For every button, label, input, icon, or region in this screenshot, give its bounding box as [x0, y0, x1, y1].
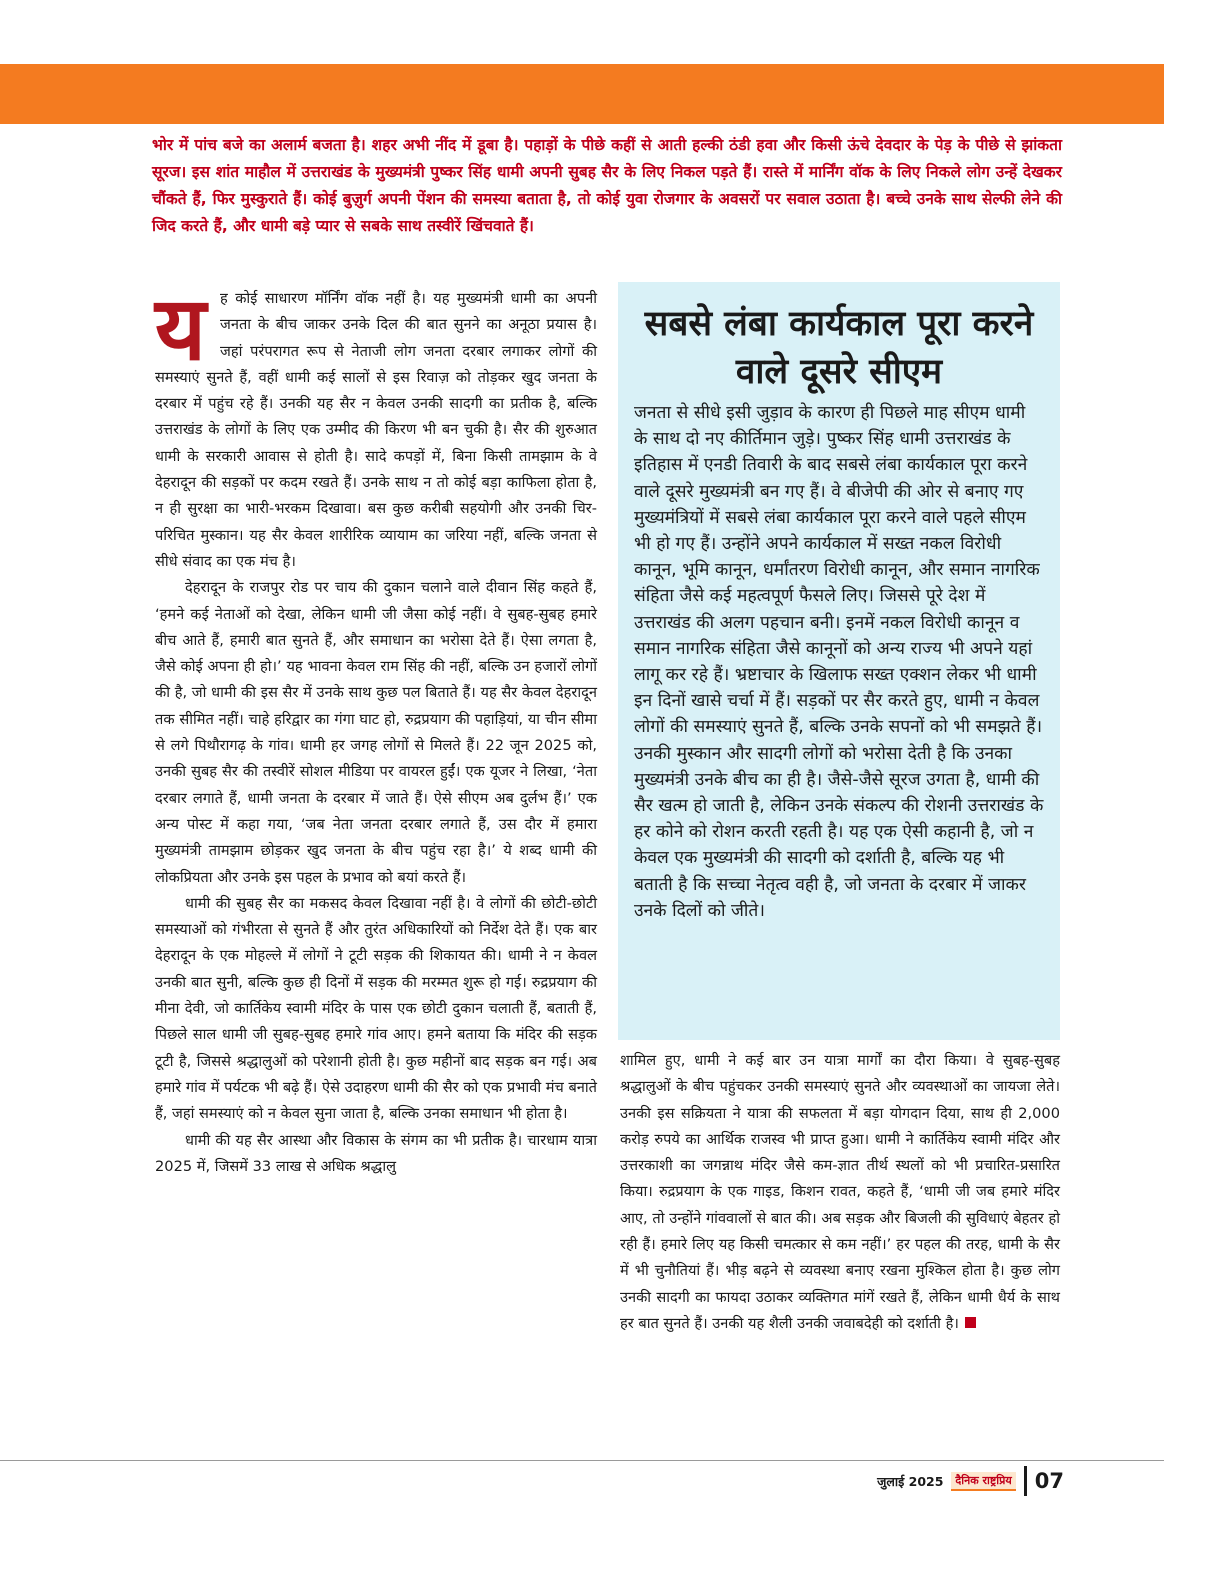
footer-date: जुलाई 2025 — [877, 1473, 944, 1489]
drop-cap: य — [155, 276, 207, 380]
page-footer — [820, 1464, 1064, 1498]
sidebar-box — [618, 282, 1060, 1040]
footer-divider — [0, 1460, 1164, 1461]
sidebar-title: सबसे लंबा कार्यकाल पूरा करने वाले दूसरे सीएम — [644, 304, 1034, 392]
article-right-column — [620, 1048, 1060, 1337]
article-paragraph: शामिल हुए, धामी ने कई बार उन यात्रा मार्गों का दौरा किया। वे सुबह-सुबह श्रद्धालुओं के बीच पहुंचकर उनकी समस्याएं सुनते और व्यवस्थाओं का जायजा लेते। उनकी इस सक्रियता ने यात्रा की सफलता में बड़ा योगदान दिया, साथ ही 2,000 करोड़ रुपये का आर्थिक राजस्व भी प्राप्त हुआ। धामी ने कार्तिकेय स्वामी मंदिर और उत्तरकाशी का जगन्नाथ मंदिर जैसे कम-ज्ञात तीर्थ स्थलों को भी प्रचारित-प्रसारित किया। रुद्रप्रयाग के एक गाइड, किशन रावत, कहते हैं, ‘धामी जी जब हमारे मंदिर आए, तो उन्होंने गांववालों से बात की। अब सड़क और बिजली की सुविधाएं बेहतर हो रही हैं। हमारे लिए यह किसी चमत्कार से कम नहीं।’ हर पहल की तरह, धामी के सैर में भी चुनौतियां हैं। भीड़ बढ़ने से व्यवस्था बनाए रखना मुश्किल होता है। कुछ लोग उनकी सादगी का फायदा उठाकर व्यक्तिगत मांगें रखते हैं, लेकिन धामी धैर्य के साथ हर बात सुनते हैं। उनकी यह शैली उनकी जवाबदेही को दर्शाती है। — [620, 1052, 1060, 1332]
article-paragraph: देहरादून के राजपुर रोड पर चाय की दुकान चलाने वाले दीवान सिंह कहते हैं, ‘हमने कई नेताओं को देखा, लेकिन धामी जी जैसा कोई नहीं। वे सुबह-सुबह हमारे बीच आते हैं, हमारी बात सुनते हैं, और समाधान का भरोसा देते हैं। ऐसा लगता है, जैसे कोई अपना ही हो।’ यह भावना केवल राम सिंह की नहीं, बल्कि उन हजारों लोगों की है, जो धामी की इस सैर में उनके साथ कुछ पल बिताते हैं। यह सैर केवल देहरादून तक सीमित नहीं। चाहे हरिद्वार का गंगा घाट हो, रुद्रप्रयाग की पहाड़ियां, या चीन सीमा से लगे पिथौरागढ़ के गांव। धामी हर जगह लोगों से मिलते हैं। 22 जून 2025 को, उनकी सुबह सैर की तस्वीरें सोशल मीडिया पर वायरल हुईं। एक यूजर ने लिखा, ‘नेता दरबार लगाते हैं, धामी जनता के दरबार में जाते हैं। ऐसे सीएम अब दुर्लभ हैं।’ एक अन्य पोस्ट में कहा गया, ‘जब नेता जनता दरबार लगाते हैं, उस दौर में हमारा मुख्यमंत्री तामझाम छोड़कर खुद जनता के बीच पहुंच रहा है।’ ये शब्द धामी की लोकप्रियता और उनके इस पहल के प्रभाव को बयां करते हैं। — [155, 579, 597, 886]
article-paragraph: धामी की यह सैर आस्था और विकास के संगम का भी प्रतीक है। चारधाम यात्रा 2025 में, जिसमें 33 लाख से अधिक श्रद्धालु — [155, 1131, 597, 1175]
end-mark-icon — [965, 1317, 976, 1328]
sidebar-body: जनता से सीधे इसी जुड़ाव के कारण ही पिछले माह सीएम धामी के साथ दो नए कीर्तिमान जुड़े। पुष्कर सिंह धामी उत्तराखंड के इतिहास में एनडी तिवारी के बाद सबसे लंबा कार्यकाल पूरा करने वाले दूसरे मुख्यमंत्री बन गए हैं। वे बीजेपी की ओर से बनाए गए मुख्यमंत्रियों में सबसे लंबा कार्यकाल पूरा करने वाले पहले सीएम भी हो गए हैं। उन्होंने अपने कार्यकाल में सख्त नकल विरोधी कानून, भूमि कानून, धर्मांतरण विरोधी कानून, और समान नागरिक संहिता जैसे कई महत्वपूर्ण फैसले लिए। जिससे पूरे देश में उत्तराखंड की अलग पहचान बनी। इनमें नकल विरोधी कानून व समान नागरिक संहिता जैसे कानूनों को अन्य राज्य भी अपने यहां लागू कर रहे हैं। भ्रष्टाचार के खिलाफ सख्त एक्शन लेकर भी धामी इन दिनों खासे चर्चा में हैं। सड़कों पर सैर करते हुए, धामी न केवल लोगों की समस्याएं सुनते हैं, बल्कि उनके सपनों को भी समझते हैं। उनकी मुस्कान और सादगी लोगों को भरोसा देती है कि उनका मुख्यमंत्री उनके बीच का ही है। जैसे-जैसे सूरज उगता है, धामी की सैर खत्म हो जाती है, लेकिन उनके संकल्प की रोशनी उत्तराखंड के हर कोने को रोशन करती रहती है। यह एक ऐसी कहानी है, जो न केवल एक मुख्यमंत्री की सादगी को दर्शाती है, बल्कि यह भी बताती है कि सच्चा नेतृत्व वही है, जो जनता के दरबार में जाकर उनके दिलों को जीते। — [634, 403, 1044, 921]
header-color-band — [0, 64, 1164, 124]
page-number: 07 — [1034, 1469, 1064, 1493]
publication-logo: दैनिक राष्ट्रप्रिय — [951, 1472, 1015, 1491]
article-paragraph-text: ह कोई साधारण मॉर्निंग वॉक नहीं है। यह मुख्यमंत्री धामी का अपनी जनता के बीच जाकर उनके दिल की बात सुनने का अनूठा प्रयास है। जहां परंपरागत रूप से नेताजी लोग जनता दरबार लगाकर लोगों की समस्याएं सुनते हैं, वहीं धामी कई सालों से इस रिवाज़ को तोड़कर खुद जनता के दरबार में पहुंच रहे हैं। उनकी यह सैर न केवल उनकी सादगी का प्रतीक है, बल्कि उत्तराखंड के लोगों के लिए एक उम्मीद की किरण भी बन चुकी है। सैर की शुरुआत धामी के सरकारी आवास से होती है। सादे कपड़ों में, बिना किसी तामझाम के वे देहरादून की सड़कों पर कदम रखते हैं। उनके साथ न तो कोई बड़ा काफिला होता है, न ही सुरक्षा का भारी-भरकम दिखावा। बस कुछ करीबी सहयोगी और उनकी चिर-परिचित मुस्कान। यह सैर केवल शारीरिक व्यायाम का जरिया नहीं, बल्कि जनता से सीधे संवाद का एक मंच है। — [155, 290, 597, 570]
article-paragraph: धामी की सुबह सैर का मकसद केवल दिखावा नहीं है। वे लोगों की छोटी-छोटी समस्याओं को गंभीरता से सुनते हैं और तुरंत अधिकारियों को निर्देश देते हैं। एक बार देहरादून के एक मोहल्ले में लोगों ने टूटी सड़क की शिकायत की। धामी ने न केवल उनकी बात सुनी, बल्कि कुछ ही दिनों में सड़क की मरम्मत शुरू हो गई। रुद्रप्रयाग की मीना देवी, जो कार्तिकेय स्वामी मंदिर के पास एक छोटी दुकान चलाती हैं, बताती हैं, पिछले साल धामी जी सुबह-सुबह हमारे गांव आए। हमने बताया कि मंदिर की सड़क टूटी है, जिससे श्रद्धालुओं को परेशानी होती है। कुछ महीनों बाद सड़क बन गई। अब हमारे गांव में पर्यटक भी बढ़े हैं। ऐसे उदाहरण धामी की सैर को एक प्रभावी मंच बनाते हैं, जहां समस्याएं को न केवल सुना जाता है, बल्कि उनका समाधान भी होता है। — [155, 894, 597, 1123]
intro-paragraph: भोर में पांच बजे का अलार्म बजता है। शहर अभी नींद में डूबा है। पहाड़ों के पीछे कहीं से आती हल्की ठंडी हवा और किसी ऊंचे देवदार के पेड़ के पीछे से झांकता सूरज। इस शांत माहौल में उत्तराखंड के मुख्यमंत्री पुष्कर सिंह धामी अपनी सुबह सैर के लिए निकल पड़ते हैं। रास्ते में मार्निंग वॉक के लिए निकले लोग उन्हें देखकर चौंकते हैं, फिर मुस्कुराते हैं। कोई बुज़ुर्ग अपनी पेंशन की समस्या बताता है, तो कोई युवा रोजगार के अवसरों पर सवाल उठाता है। बच्चे उनके साथ सेल्फी लेने की जिद करते हैं, और धामी बड़े प्यार से सबके साथ तस्वीरें खिंचवाते हैं। — [152, 136, 1062, 235]
article-paragraph — [155, 276, 597, 575]
article-left-column — [155, 276, 597, 1180]
footer-separator — [1024, 1466, 1027, 1496]
